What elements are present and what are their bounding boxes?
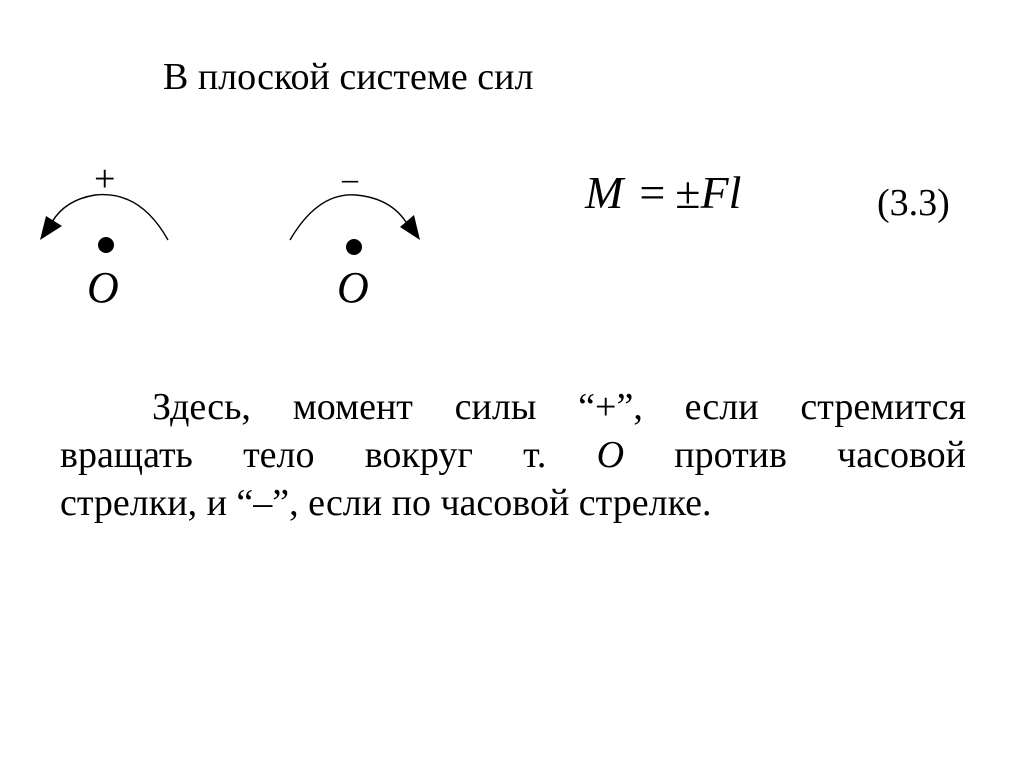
counterclockwise-arrowhead	[40, 216, 62, 240]
paragraph-line-3: стрелки, и “–”, если по часовой стрелке.	[60, 482, 712, 524]
paragraph-line-2	[60, 431, 966, 479]
formula-moment-symbol: M	[585, 167, 624, 218]
point-label-right: O	[337, 263, 369, 312]
negative-sign: –	[342, 160, 358, 196]
explanation-paragraph	[60, 383, 966, 527]
paragraph-point-reference: O	[596, 434, 625, 476]
pivot-point-right	[346, 239, 362, 255]
paragraph-line-2-end: против часовой	[674, 434, 967, 476]
formula-equals-sign: =	[639, 167, 666, 218]
formula-arm-symbol: l	[728, 167, 742, 218]
slide-heading: В плоской системе сил	[163, 56, 534, 98]
formula-force-symbol: F	[700, 167, 729, 218]
paragraph-line-2-start: вращать тело вокруг т.	[60, 434, 547, 476]
clockwise-arc	[290, 195, 406, 240]
moment-formula	[585, 165, 741, 221]
equation-number: (3.3)	[877, 182, 950, 224]
point-label-left: O	[87, 263, 119, 312]
pivot-point-left	[98, 237, 114, 253]
formula-plus-minus-sign: ±	[675, 167, 701, 218]
paragraph-line-1: Здесь, момент силы “+”, если стремится	[152, 386, 966, 428]
positive-sign: +	[94, 158, 116, 200]
